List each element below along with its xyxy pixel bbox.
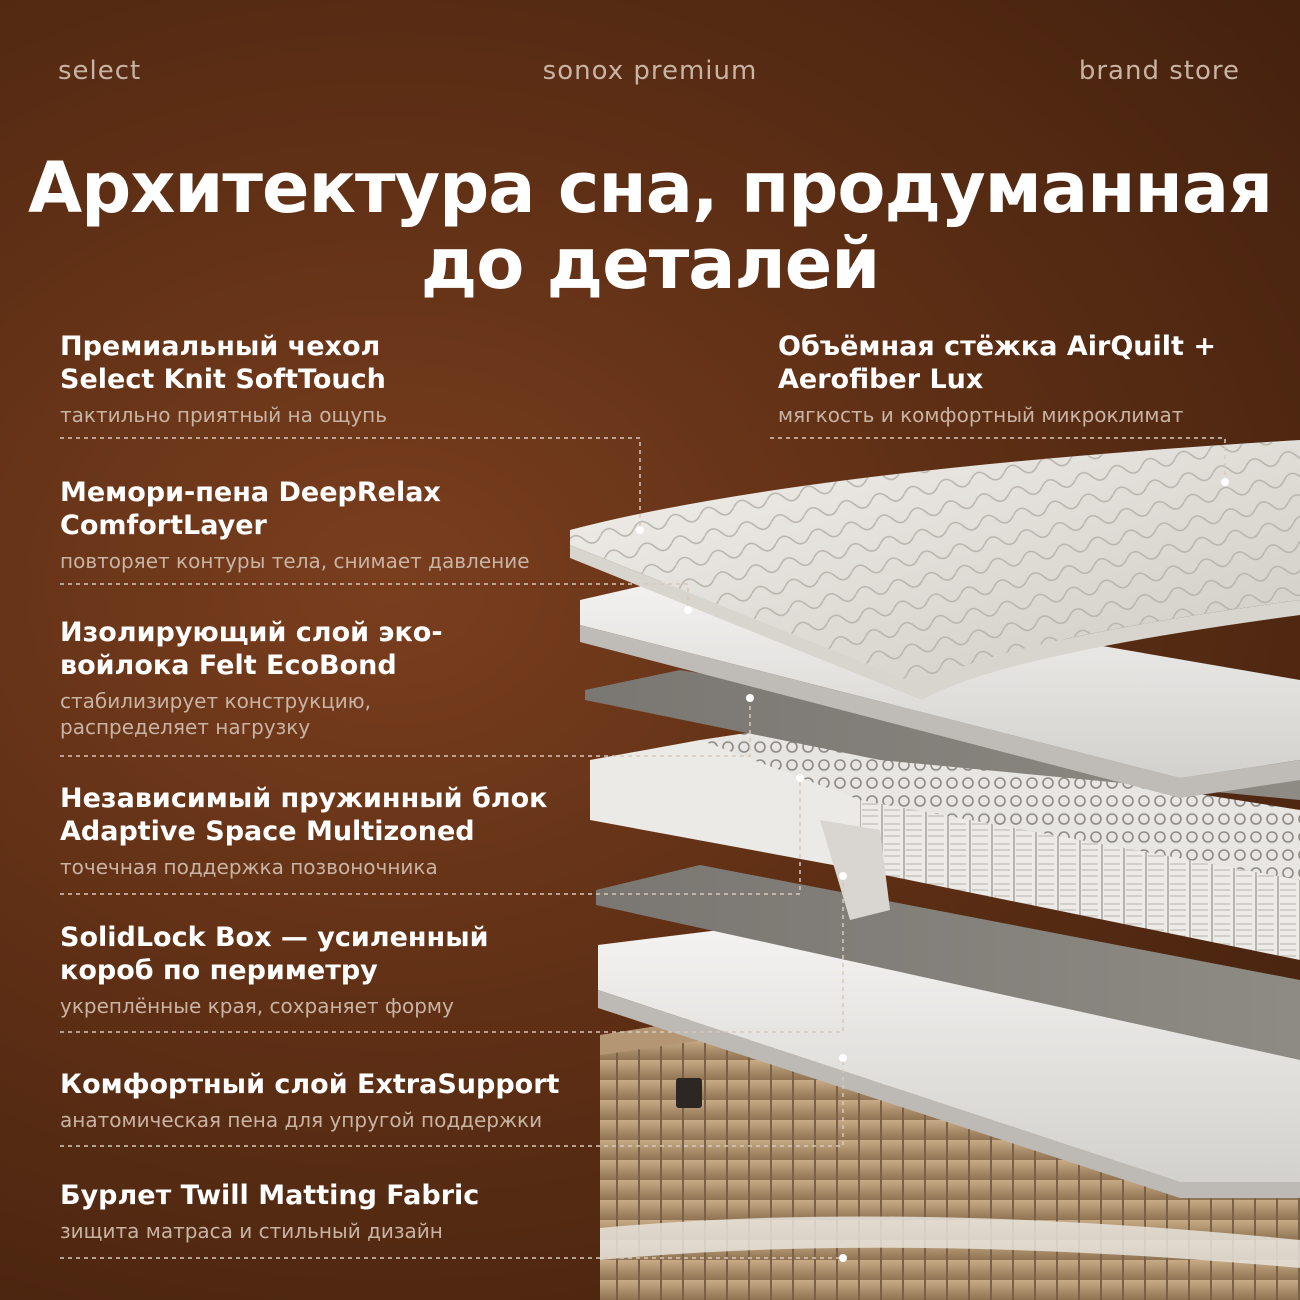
- feature-extrasupport-title: Комфортный слой ExtraSupport: [60, 1069, 560, 1100]
- feature-spring-block: [60, 782, 547, 880]
- feature-cover: [60, 330, 387, 428]
- feature-cover-title-2: Select Knit SoftTouch: [60, 364, 386, 395]
- feature-cover-title-1: Премиальный чехол: [60, 331, 381, 362]
- feature-solidlock-box-desc: укреплённые края, сохраняет форму: [60, 994, 454, 1018]
- feature-felt-title-2: войлока Felt EcoBond: [60, 650, 397, 681]
- feature-felt-desc-1: стабилизирует конструкцию,: [60, 689, 371, 713]
- feature-solidlock-box-title-2: короб по периметру: [60, 955, 378, 986]
- feature-memory-foam-title-2: ComfortLayer: [60, 510, 267, 541]
- feature-solidlock-box-title-1: SolidLock Box — усиленный: [60, 922, 489, 953]
- feature-twill-fabric-title: Бурлет Twill Matting Fabric: [60, 1180, 480, 1211]
- page-title-line-2: до деталей: [420, 223, 880, 305]
- feature-airquilt-title-2: Aerofiber Lux: [778, 364, 984, 395]
- brand-sonox-premium: sonox premium: [542, 56, 758, 86]
- feature-airquilt-title-1: Объёмная стёжка AirQuilt +: [778, 331, 1216, 362]
- page-title-line-1: Архитектура сна, продуманная: [27, 147, 1273, 229]
- feature-felt-desc-2: распределяет нагрузку: [60, 715, 311, 739]
- feature-spring-block-title-1: Независимый пружинный блок: [60, 783, 548, 814]
- feature-extrasupport-desc: анатомическая пена для упругой поддержки: [60, 1108, 543, 1132]
- feature-spring-block-desc: точечная поддержка позвоночника: [60, 855, 438, 879]
- feature-spring-block-title-2: Adaptive Space Multizoned: [60, 816, 475, 847]
- feature-airquilt: [778, 330, 1216, 428]
- feature-cover-desc: тактильно приятный на ощупь: [60, 403, 388, 427]
- feature-airquilt-desc: мягкость и комфортный микроклимат: [778, 403, 1184, 427]
- feature-twill-fabric: [60, 1179, 479, 1244]
- feature-felt: [60, 616, 443, 740]
- feature-felt-title-1: Изолирующий слой эко-: [60, 617, 443, 648]
- feature-memory-foam-title-1: Мемори-пена DeepRelax: [60, 477, 441, 508]
- feature-twill-fabric-desc: зищита матраса и стильный дизайн: [60, 1219, 443, 1243]
- brand-select: select: [58, 56, 142, 86]
- feature-solidlock-box: [60, 921, 489, 1019]
- brand-store: brand store: [1078, 56, 1240, 86]
- feature-memory-foam: [60, 476, 530, 574]
- feature-extrasupport: [60, 1068, 559, 1133]
- feature-memory-foam-desc: повторяет контуры тела, снимает давление: [60, 549, 530, 573]
